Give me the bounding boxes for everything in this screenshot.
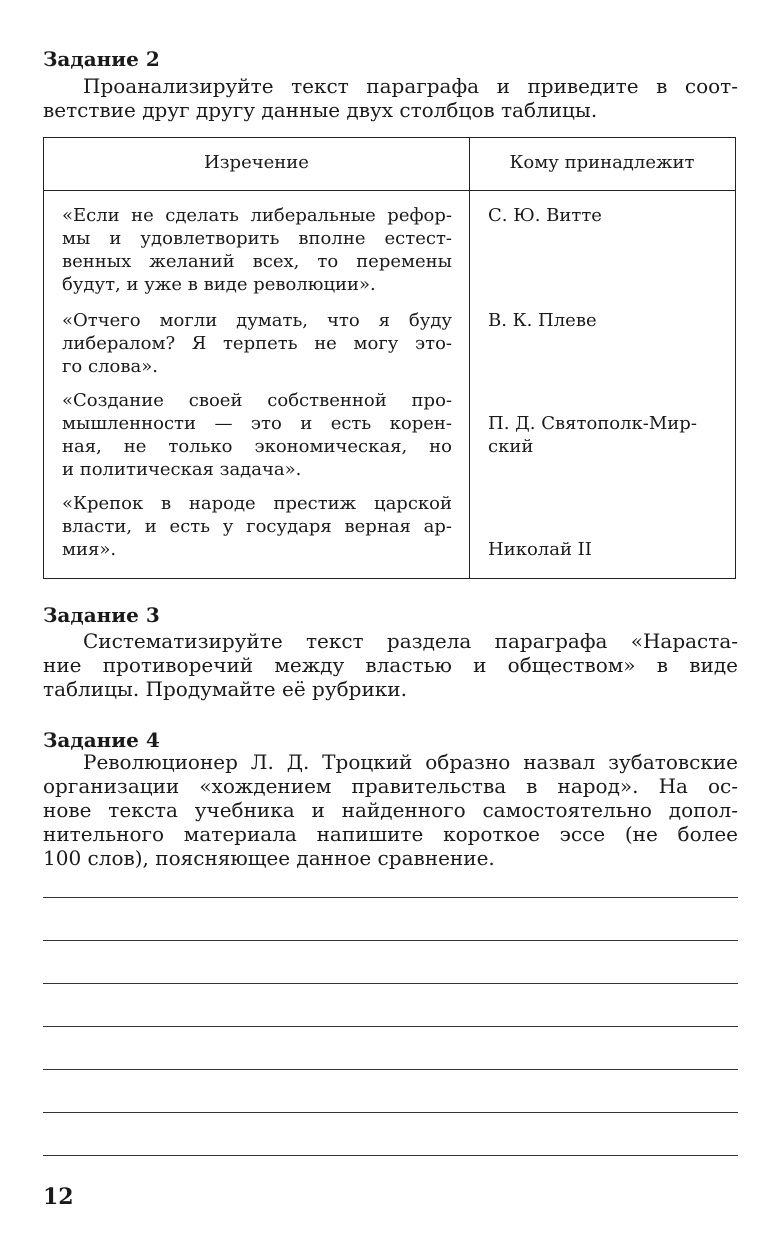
task2-instructions	[43, 74, 738, 122]
task4-title: Задание 4	[43, 728, 160, 752]
answer-line[interactable]	[43, 1155, 738, 1156]
quote-4-line-2: власти, и есть у государя верная ар-	[62, 516, 452, 537]
answer-line[interactable]	[43, 1026, 738, 1027]
author-1	[488, 204, 720, 227]
quote-3-line-1: «Создание своей собственной про-	[62, 390, 452, 411]
task4-instructions	[43, 750, 738, 870]
author-4	[488, 538, 720, 561]
author-2	[488, 309, 720, 332]
quote-3-line-2: мышленности — это и есть корен-	[62, 413, 452, 434]
task2-line-2: ветствие друг другу данные двух столбцов таблицы.	[43, 98, 598, 122]
author-1-line-1: С. Ю. Витте	[488, 205, 602, 226]
matching-table	[43, 137, 736, 579]
author-3-line-1: П. Д. Святополк-Мир-	[488, 413, 697, 434]
task4-line-1: Революционер Л. Д. Троцкий образно назвал зубатовские	[83, 750, 738, 774]
quote-3	[62, 389, 452, 481]
quote-1	[62, 204, 452, 296]
table-header-divider	[44, 190, 735, 191]
author-3-line-2: ский	[488, 436, 534, 457]
task2-line-1: Проанализируйте текст параграфа и приведите в соот-	[83, 74, 738, 98]
task3-line-3: таблицы. Продумайте её рубрики.	[43, 677, 407, 701]
table-column-divider	[469, 138, 470, 578]
answer-line[interactable]	[43, 1112, 738, 1113]
quote-4	[62, 492, 452, 561]
quote-2-line-3: го слова».	[62, 356, 158, 377]
quote-2-line-2: либералом? Я терпеть не могу это-	[62, 333, 452, 354]
quote-2	[62, 309, 452, 378]
task4-line-5: 100 слов), поясняющее данное сравнение.	[43, 846, 495, 870]
quote-1-line-1: «Если не сделать либеральные рефор-	[62, 205, 452, 226]
table-header-author: Кому принадлежит	[509, 152, 695, 173]
author-2-line-1: В. К. Плеве	[488, 310, 597, 331]
quote-4-line-3: мия».	[62, 539, 117, 560]
task4-line-2: организации «хождением правительства в народ». На ос-	[43, 774, 738, 798]
quote-1-line-3: венных желаний всех, то перемены	[62, 251, 452, 272]
quote-3-line-3: ная, не только экономическая, но	[62, 436, 452, 457]
quote-4-line-1: «Крепок в народе престиж царской	[62, 493, 452, 514]
task3-line-1: Систематизируйте текст раздела параграфа «Нараста-	[83, 629, 738, 653]
quote-1-line-4: будут, и уже в виде революции».	[62, 274, 376, 295]
answer-line[interactable]	[43, 940, 738, 941]
task4-line-4: нительного материала напишите короткое эссе (не более	[43, 822, 738, 846]
quote-2-line-1: «Отчего могли думать, что я буду	[62, 310, 452, 331]
answer-line[interactable]	[43, 1069, 738, 1070]
quote-1-line-2: мы и удовлетворить вполне естест-	[62, 228, 452, 249]
author-3	[488, 412, 720, 458]
task3-title: Задание 3	[43, 603, 160, 627]
task2-title: Задание 2	[43, 47, 160, 71]
table-header-quote: Изречение	[204, 152, 309, 173]
page-number: 12	[43, 1184, 74, 1210]
answer-line[interactable]	[43, 897, 738, 898]
task3-instructions	[43, 629, 738, 701]
answer-line[interactable]	[43, 983, 738, 984]
author-4-line-1: Николай II	[488, 539, 592, 560]
quote-3-line-4: и политическая задача».	[62, 459, 302, 480]
task4-line-3: нове текста учебника и найденного самостоятельно допол-	[43, 798, 738, 822]
task3-line-2: ние противоречий между властью и обществом» в виде	[43, 653, 738, 677]
